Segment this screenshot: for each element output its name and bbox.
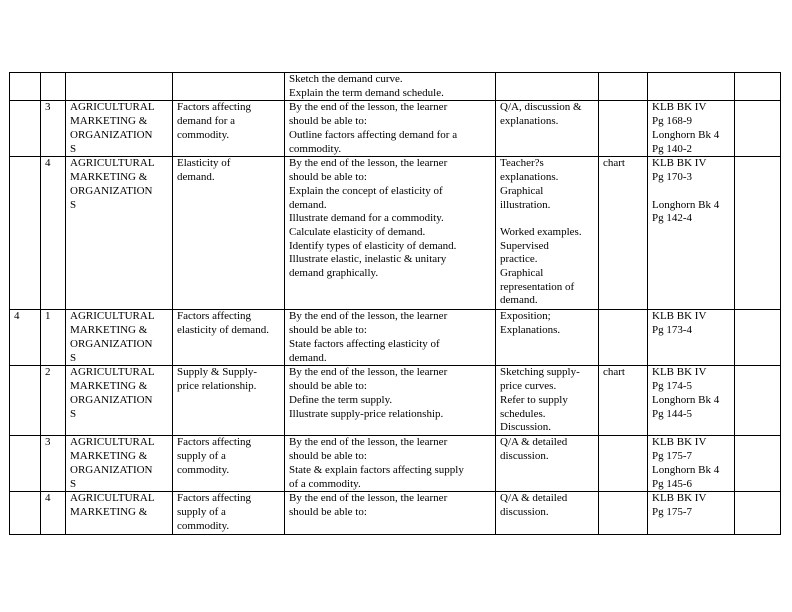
references-cell: KLB BK IV Pg 175-7	[648, 492, 735, 534]
week-cell	[10, 73, 41, 101]
aids-cell	[599, 310, 648, 366]
subtopic-cell: Factors affecting supply of a commodity.	[173, 492, 285, 534]
lesson-cell: 3	[41, 101, 66, 157]
table-row	[10, 73, 781, 101]
table-row	[10, 101, 781, 157]
table-row	[10, 436, 781, 492]
subtopic-cell: Elasticity of demand.	[173, 157, 285, 310]
table-row	[10, 492, 781, 534]
lesson-cell	[41, 73, 66, 101]
remarks-cell	[735, 436, 781, 492]
aids-cell	[599, 101, 648, 157]
topic-cell: AGRICULTURAL MARKETING & ORGANIZATION S	[66, 157, 173, 310]
objectives-cell: By the end of the lesson, the learner should be able to: Explain the concept of elasticity of demand. Illustrate demand for a commodity. Calculate elasticity of demand. Identify types of elasticity of demand. Illustrate elastic, inelastic & unitary demand graphically.	[285, 157, 496, 310]
remarks-cell	[735, 310, 781, 366]
week-cell	[10, 366, 41, 436]
subtopic-cell: Supply & Supply- price relationship.	[173, 366, 285, 436]
references-cell: KLB BK IV Pg 173-4	[648, 310, 735, 366]
week-cell	[10, 157, 41, 310]
references-cell: KLB BK IV Pg 174-5 Longhorn Bk 4 Pg 144-5	[648, 366, 735, 436]
aids-cell: chart	[599, 157, 648, 310]
remarks-cell	[735, 492, 781, 534]
week-cell	[10, 492, 41, 534]
lesson-cell: 1	[41, 310, 66, 366]
activities-cell: Exposition; Explanations.	[496, 310, 599, 366]
remarks-cell	[735, 101, 781, 157]
topic-cell: AGRICULTURAL MARKETING & ORGANIZATION S	[66, 366, 173, 436]
subtopic-cell: Factors affecting elasticity of demand.	[173, 310, 285, 366]
subtopic-cell	[173, 73, 285, 101]
topic-cell: AGRICULTURAL MARKETING &	[66, 492, 173, 534]
activities-cell: Sketching supply- price curves. Refer to supply schedules. Discussion.	[496, 366, 599, 436]
week-cell	[10, 436, 41, 492]
remarks-cell	[735, 157, 781, 310]
remarks-cell	[735, 366, 781, 436]
lesson-cell: 4	[41, 492, 66, 534]
topic-cell: AGRICULTURAL MARKETING & ORGANIZATION S	[66, 101, 173, 157]
aids-cell	[599, 436, 648, 492]
remarks-cell	[735, 73, 781, 101]
objectives-cell: Sketch the demand curve. Explain the term demand schedule.	[285, 73, 496, 101]
references-cell: KLB BK IV Pg 168-9 Longhorn Bk 4 Pg 140-2	[648, 101, 735, 157]
week-cell	[10, 101, 41, 157]
scheme-of-work-table	[9, 72, 781, 535]
activities-cell: Q/A, discussion & explanations.	[496, 101, 599, 157]
aids-cell	[599, 492, 648, 534]
activities-cell	[496, 73, 599, 101]
table-row	[10, 157, 781, 310]
objectives-cell: By the end of the lesson, the learner should be able to: Outline factors affecting demand for a commodity.	[285, 101, 496, 157]
topic-cell	[66, 73, 173, 101]
references-cell: KLB BK IV Pg 175-7 Longhorn Bk 4 Pg 145-6	[648, 436, 735, 492]
activities-cell: Q/A & detailed discussion.	[496, 436, 599, 492]
references-cell	[648, 73, 735, 101]
lesson-cell: 4	[41, 157, 66, 310]
aids-cell: chart	[599, 366, 648, 436]
subtopic-cell: Factors affecting demand for a commodity.	[173, 101, 285, 157]
references-cell: KLB BK IV Pg 170-3 Longhorn Bk 4 Pg 142-4	[648, 157, 735, 310]
subtopic-cell: Factors affecting supply of a commodity.	[173, 436, 285, 492]
objectives-cell: By the end of the lesson, the learner should be able to: State factors affecting elasticity of demand.	[285, 310, 496, 366]
objectives-cell: By the end of the lesson, the learner should be able to: Define the term supply. Illustrate supply-price relationship.	[285, 366, 496, 436]
table-row	[10, 310, 781, 366]
objectives-cell: By the end of the lesson, the learner should be able to:	[285, 492, 496, 534]
activities-cell: Q/A & detailed discussion.	[496, 492, 599, 534]
lesson-cell: 3	[41, 436, 66, 492]
topic-cell: AGRICULTURAL MARKETING & ORGANIZATION S	[66, 310, 173, 366]
table-row	[10, 366, 781, 436]
objectives-cell: By the end of the lesson, the learner should be able to: State & explain factors affecting supply of a commodity.	[285, 436, 496, 492]
week-cell: 4	[10, 310, 41, 366]
aids-cell	[599, 73, 648, 101]
lesson-cell: 2	[41, 366, 66, 436]
topic-cell: AGRICULTURAL MARKETING & ORGANIZATION S	[66, 436, 173, 492]
activities-cell: Teacher?s explanations. Graphical illustration. Worked examples. Supervised practice. Graphical representation of demand.	[496, 157, 599, 310]
